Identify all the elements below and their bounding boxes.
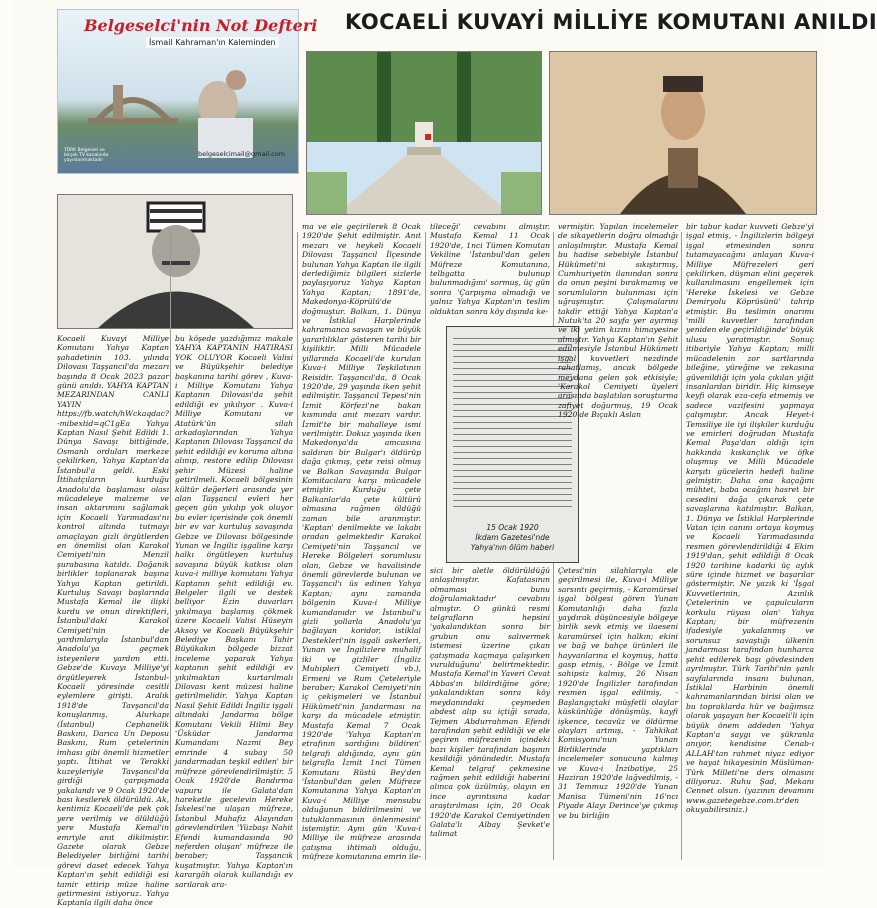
banner-email: belgeselcimail@gmail.com: [198, 150, 286, 158]
banner-author: İsmail Kahraman'ın Kaleminden: [146, 37, 279, 48]
clipping-caption-line: İkdam Gazetesi'nde: [475, 533, 550, 542]
article-column-4-top: [430, 222, 550, 322]
clipping-text-lines: [453, 335, 572, 510]
article-text: vermiştir. Yapılan incelemeler de sikayetlerin doğru olmadığı anlaşılmıştır. Mustafa Kemal bu hadise sebebiyle İstanbul Hükümeti'ni sıkıştırmış, Cumhuriyetin ilanından sonra da onun peşini bırakmamış ve sorumluların bulunması için uğraşmıştır. Çalışmalarını takdir ettiği Yahya Kaptan'a Nutuk'ta 20 sayfa yer ayırmış ve iki yetim kızını himayesine almıştır. Yahya Kaptan'ın Şehit edilmesiyle İstanbul Hükümeti işgal kuvvetleri nezdinde rahatlamış, ancak bölgede meydana gelen şok etkisiyle; 'Karakol Cemiyeti üyeleri arasında başlatılan soruşturma zafiyet doğurmuş, 19 Ocak 1920'de Bıçaklı Aslan: [558, 222, 678, 420]
article-column-3: [302, 222, 421, 864]
monument-photo: [306, 51, 542, 215]
portrait-photo-left: [57, 194, 293, 329]
column-rule: [681, 232, 682, 860]
column-rule: [170, 232, 171, 860]
article-text: Çetesi'nin silahlarıyla ele geçirilmesi ile, Kuva-i Milliye sarsıntı geçirmiş, - Karamürsel işgal bölgesi gören Yunan Komutanlığı daha fazla yaydırak düşüncesiyle bölgeye birlik sevk etmiş ve ilaeseni karamürsel için halkın; ekini ve bağ ve bahçe ürünleri ile hayvanlarına el koymuş, hatta gasp etmiş, - Bölge ve İzmit sahipsiz kalmış, 26 Nisan 1920'de İngilizler tarafından resmen işgal edilmiş, - Başlangıçtaki müşfetli olaylar küskünlüğe dönüşmüş, kayfi işkence, tecavüz ve öldürme olayları artmış, - Tahkikat Komisyonu'nun Yunan Birliklerinde yaptıkları incelemeler sonucuna kalmış ve Kuva-i İnzibatiye, 25 Haziran 1920'de lağvedilmiş, - 31 Temmuz 1920'de Yunan Manisa Tümeni'nin 16'ncı Piyade Alayı Derince'ye çıkmış ve bu birliğin: [558, 566, 678, 820]
portrait-illustration: [550, 52, 816, 214]
article-text: bu köşede yazdığımız makale YAHYA KAPTANIN HATIRASI YOK OLUYOR Kocaeli Valisi ve Büyükşehir belediye başkanına tarihi görev , Kuva-i Milliye Komutanı Yahya Kaptanın Dilovası'da şehit edildiği ev yıkılıyor . Kuva-i Milliye Komutanı ve Atatürk'ün silah arkadaşlarından Yahya Kaptanın Dilovası Taşşancıl da şehit edildiği ev koruma altına alınıp, restore edilip Dilovası şehir Müzesi haline getirilmeli. Kocaeli bölgesinin kültür değerleri arasında yer alan Taşşancıl evleri her geçen gün yıkılıp yok oluyor bu evler içerisinde çok önemli bir ev var kurtuluş savaşında Gebze ve Dilovası bölgesinde Yunan ve İngiliz işgaline karşı halkı örgütleyen kurtuluş savaşına büyük katkısı olan kuva-i milliye komutanı Yahya Kaptanın şehit edildiği ev. Belgeler ilgili ve destek belliyor Ezin duvarları yıkılmaya başlamış çökmek üzere Kocaeli Valisi Hüseyin Aksoy ve Kocaeli Büyükşehir Belediye Başkanı Tahir Büyükakın bölgede bizzat inceleme yaparak Yahya kaptanın şehit edildiği ev yıkılmaktan kurtarılmalı Dilovası kent müzesi haline getirilmelidir. Yahya Kaptan Nasıl Şehit Edildi İngiliz işgali altındaki Jandarma bölge Komutanı Vekili Hilmi Bey 'Üsküdar Jandarma Kumandanı Nazmi Bey emrinde 4 subay 50 jandarmadan teşkil edilen' bir müfreze görevlendirilmiştir. 5 Ocak 1920'de Bandırma vapuru ile Galata'dan hareketle gecelevin Hereke İskelesi'ne ulaşan müfreze, İstanbul Muhafız Alayından görevlendirilen 'Yüzbaşı Nahit Efendi kumandasında 90 neferden oluşan' müfreze ile beraber; Taşşancık kuşatmıştır. Yahya Kaptan'ın karargâh olarak kullandığı ev sarılarak ara-: [175, 334, 293, 889]
portrait-photo-right: [549, 51, 817, 215]
article-text: ma ve ele geçirilerek 8 Ocak 1920'de Şehit edilmiştir. Anıt mezarı ve heykeli Kocaeli Dilovası Taşşancıl İlçesinde bulunan Yahya Kaptan ile ilgili derlediğimiz bilgileri sizlerle paylaşıyoruz Yahya Kaptan Yahya Kaptan; 1891'de, Makedonya-Köprülü'de doğmuştur. Balkan, 1. Dünya ve İstiklal Harplerinde kahramanca savaşan ve büyük yararlılıklar gösteren tarihi bir kişiliktir. Milli Mücadele yıllarında Kocaeli'de kurulan Kuva-i Milliye Teşkilatının Reisidir. Taşşancıl'da, 8 Ocak 1920'de, 29 yaşında iken şehit edilmiştir. Taşşancıl Tepesi'nin İzmit Körfezi'ne bakan kısmında anıt mezarı vardır. İzmit'te bir mahalleye ismi verilmiştir. Dokuz yaşında iken Makedonya'da amcasına saldıran bir Bulgar'ı öldürüp dağa çıkmış, çete reisi olmuş ve Balkan Savaşında Bulgar Komitacılara karşı mücadele etmiştir. Kurduğu çete Balkanlar'da çete kültürü olmasına rağmen öldüğü zaman bile aranmıştır. 'Kaptan' denilmekte ve lakabı oradan gelmektedir Karakol Cemiyeti'nin Taşşancıl ve Hereke Bölgeleri sorumlusu olan, Gebze ve havalisinde önemli görevlerde bulunan ve Taşşancıl'ı üs edinen Yahya Kaptan; aynı zamanda bölgenin Kuva-i Milliye kumandanıdır ve İstanbul'u gizli yollarla Anadolu'ya bağlayan koridor, istiklal Destekleri'nin işgali askerleri, Yunan ve İngilizlere muhalif iki ve gizliler (İngiliz Muhipleri Cemiyeti vb.), Ermeni ve Rum Çeteleriyle beraber; Karakol Cemiyeti'nin iç çekişmeleri ve İstanbul Hükümeti'nin Jandarması na karşı da mücadele etmiştir. Mustafa Kemal 7 Ocak 1920'de 'Yahya Kaptan'ın etrafının sardığını bildiren' telgrafı aldığında, aynı gün telgrafla İzmit 1nci Tümen Komutanı Rüstü Bey'den 'İstanbul'dan gelen Müfreze Komutanına Yahya Kaptan'ın Kuva-i Milliye mensubu olduğunun bildirilmesini ve tutuklanmasının önlenmesini' istemiştir. Aynı gün 'Kuva-i Milliye ile müfreze arasında çatışma ihtimali olduğu, müfreze komutanına emrin ile-: [302, 222, 421, 862]
article-column-2: [175, 334, 293, 889]
article-column-6: [686, 222, 814, 864]
clipping-caption-line: Yahya'nın ölüm haberi: [470, 543, 555, 552]
banner-caption: TÜRK Belgeseli ve birçok TV kanalında yayınlanmaktadır: [64, 148, 109, 163]
author-banner: [57, 9, 318, 174]
article-text: bir tabur kadar kuvveti Gebze'yi işgal etmiş, - İngilizlerin bölgeyi işgal etmesinden sonra tutamayacağını anlayan Kuva-i Milliye Müfrezeleri geri çekilirken, düşman elini geçerek kullanılmasını engellemek için 'Hereke İskelesi ve Gebze Demiryolu Köprüsünü' tahrip etmiştir. Bu teslimin onarımı 'milli kuvvetler tarafından yeniden ele geçirildiğinde' büyük ulusu yaratmıştır. Sonuç itibariyle Yahya Kaptan; milli mücadelenin zor sartlarında bileğine, yüreğine ve zekasına güvenildiği için yola çıkılan yiğit insanlardan biridir. Hiç kimseye keyfi olarak eza-cefa etmemiş ve sadece vazifesini yapmaya çalışmıştır. Ancak Heyet-i Temsiliye ile iyi ilişkiler kurduğu ve emirleri doğrudan Mustafa Kemal Paşa'dan aldığı için hakkında kıskançlık ve öfke oluşmuş ve Milli Mücadele karşıtı gücelerin hedefi haline gelmiştir. Daha ona kaçağını mühtet, baba ocağını hasret bir cesedini dağa çıkarak çete savaşlarına katılmıştır. Balkan, 1. Dünya ve İstiklal Harplerinde Vatan için canını ortaya koymuş ve Kocaeli Yarımadasında resmen görevlendirildiği 4 Ekim 1919'dan, şehit edildiği 8 Ocak 1920 tarihine kadarki üç aylık süre içinde hizmet ve başarılar göstermiştir. Ne yazık ki 'İşgal Kuvvetlerinin, Azınlık Çetelerinin ve çapulcuların korkulu rüyası olan' Yahya Kaptan; bir müfrezenin ifadesiyle yakalanmış ve sorunsuz savaştığı ülkenin jandarması tarafından hunharca şehit edilerek başı gövdesinden ayrılmıştır. Türk Tarihi'nin şanlı sayfalarında insanı bulunan, İstiklal Harbinin önemli kahramanlarından birisi olan ve bu topraklarda hür ve bağımsız olarak yaşayan her Kocaeli'li için büyük önem addeden 'Yahya Kaptan'a saygı ve şükranla anıyor, kendisine Cenab-ı ALLAH'tan rahmet niyaz ediyor ve hayat hikayesinin Müslüman-Türk Milleti'ne ders olmasını diliyoruz. Ruhu Şad, Mekanı Cennet olsun. (yazının devamını www.gazetegebze.com.tr'den okuyabilirsiniz.): [686, 222, 814, 815]
article-column-4-bottom: [430, 566, 550, 864]
article-text: Kocaeli Kuvayi Milliye Komutanı Yahya Kaptan şahadetinin 103. yılında Dilovası Taşşancıl'da mezarı başında 8 Ocak 2023 pazar günü anıldı. YAHYA KAPTAN MEZARINDAN CANLI YAYIN https://fb.watch/hWckaqdac?-mibextid=qC1gEa Yahya Kaptan Nasıl Şehit Edildi 1. Dünya Savaşı bittiğinde, Osmanlı orduları merkeze çekilirken, Yahya Kaptan'da İstanbul'a geldi. Eski İttihatçıların kurduğu Anadolu'da başlaması olası mücadeleye malzeme ve insan aktarımını sağlamak için Kocaeli Yarımadası'nı kontrol altında tutmayı amaçlayan gizli örgütlerden en önemlisi olan Karakol Cemiyeti'nin Menzil şurabasına katıldı. Doğanık birlikler toplanarak başına Yahya Kaptan getirildi. Kurtuluş Savaşı başlarında Mustafa Kemal ile ilişki kurdu ve onun direktifleri, İstanbul'daki Karakol Cemiyeti'nin de yardımlarıyla İstanbul'dan Anadolu'ya geçmek isteyenlere yardım etti. Gebze'de Kuvayı Milliye'yi örgütleyerek İstanbul-Kocaeli yöresinde cesitli eylemlere girişti. Aralık 1918'de Tavşancıl'da konuşlanmış, Alurkapı (İstanbul) Cephanelik Baskını, Darıca Un Deposu Baskını, Rum çetelerinin imhası gibi önemli hizmetler yaptı. İttihat ve Terakki kuzeyleriyle Tavşancıl'da girdiği çarpışmada yakalandı ve 9 Ocak 1920'de bası kesilerek öldürüldü. Ak, kentimiz Kocaeli'de pek çok yere verilmiş ve ölüldüğü yere Mustafa Kemal'in emriyle anıt dikilmiştir. Gazete olarak Gebze Belediyeler birliğini tarihi görevi daset edecek Yahya Kaptan'ın şehit edildiği esi tamir ettirip müze haline getirmesini istiyoruz. Yahya Kaptanla ilgili daha önce: [57, 334, 169, 908]
column-rule: [425, 232, 426, 860]
clipping-caption-line: 15 Ocak 1920: [486, 523, 539, 532]
column-rule: [297, 232, 298, 860]
article-column-5-bottom: [558, 566, 678, 864]
headline: KOCAELİ KUVAYİ MİLLİYE KOMUTANI ANILDI: [345, 10, 877, 34]
monument-illustration: [307, 52, 541, 214]
article-text: sici bir aletle öldürüldüğü anlaşılmıştır. Kafatasının olmaması bunu doğrulamaktadır' cevabını almıştır. O günkü resmi telgrafların hepsini 'yakalandıktan sonra bir grubun onu salıvermek istemesi üzerine çıkan çatışmada kaçmaya çalışırken vurulduğunu' belirtmektedir. Mustafa Kemal'in Yaveri Cevat Abbas'ın bildirdiğine göre; yakalandıktan sonra köy meydanındaki çeşmeden abdest alıp su içtiği sırada, Tejmen Abdurrahman Efendi tarafından şehit edildiği ve ele geçiren müfrezenin içindeki bazı kişiler tarafından başının kesildiği yönündedir. Mustafa Kemal telgraf çekmesine rağmen şehit edildiği haberini alınca çok üzülmüş, olayın en ince ayrıntısına kadar araştırılması için, 20 Ocak 1920'de Karakol Cemiyetinden Galata'lı Albay Şevket'e talimat: [430, 566, 550, 839]
article-column-1: [57, 334, 169, 908]
portrait-illustration: [58, 195, 292, 328]
article-text: tileceği' cevabını almıştır. Mustafa Kemal 11 Ocak 1920'de, 1nci Tümen Komutan Vekiline 'İstanbul'dan gelen Müfreze Komutanına, telbgatta bulunup bulunmadığını' sormuş, üç gün sonra 'Çarpışma olmadığı ve yalnız Yahya Kaptan'ın teslim olduktan sonra köy dışında ke-: [430, 222, 550, 316]
article-column-5-top: [558, 222, 678, 562]
banner-brand: Belgeselci'nin Not Defteri: [84, 16, 318, 35]
